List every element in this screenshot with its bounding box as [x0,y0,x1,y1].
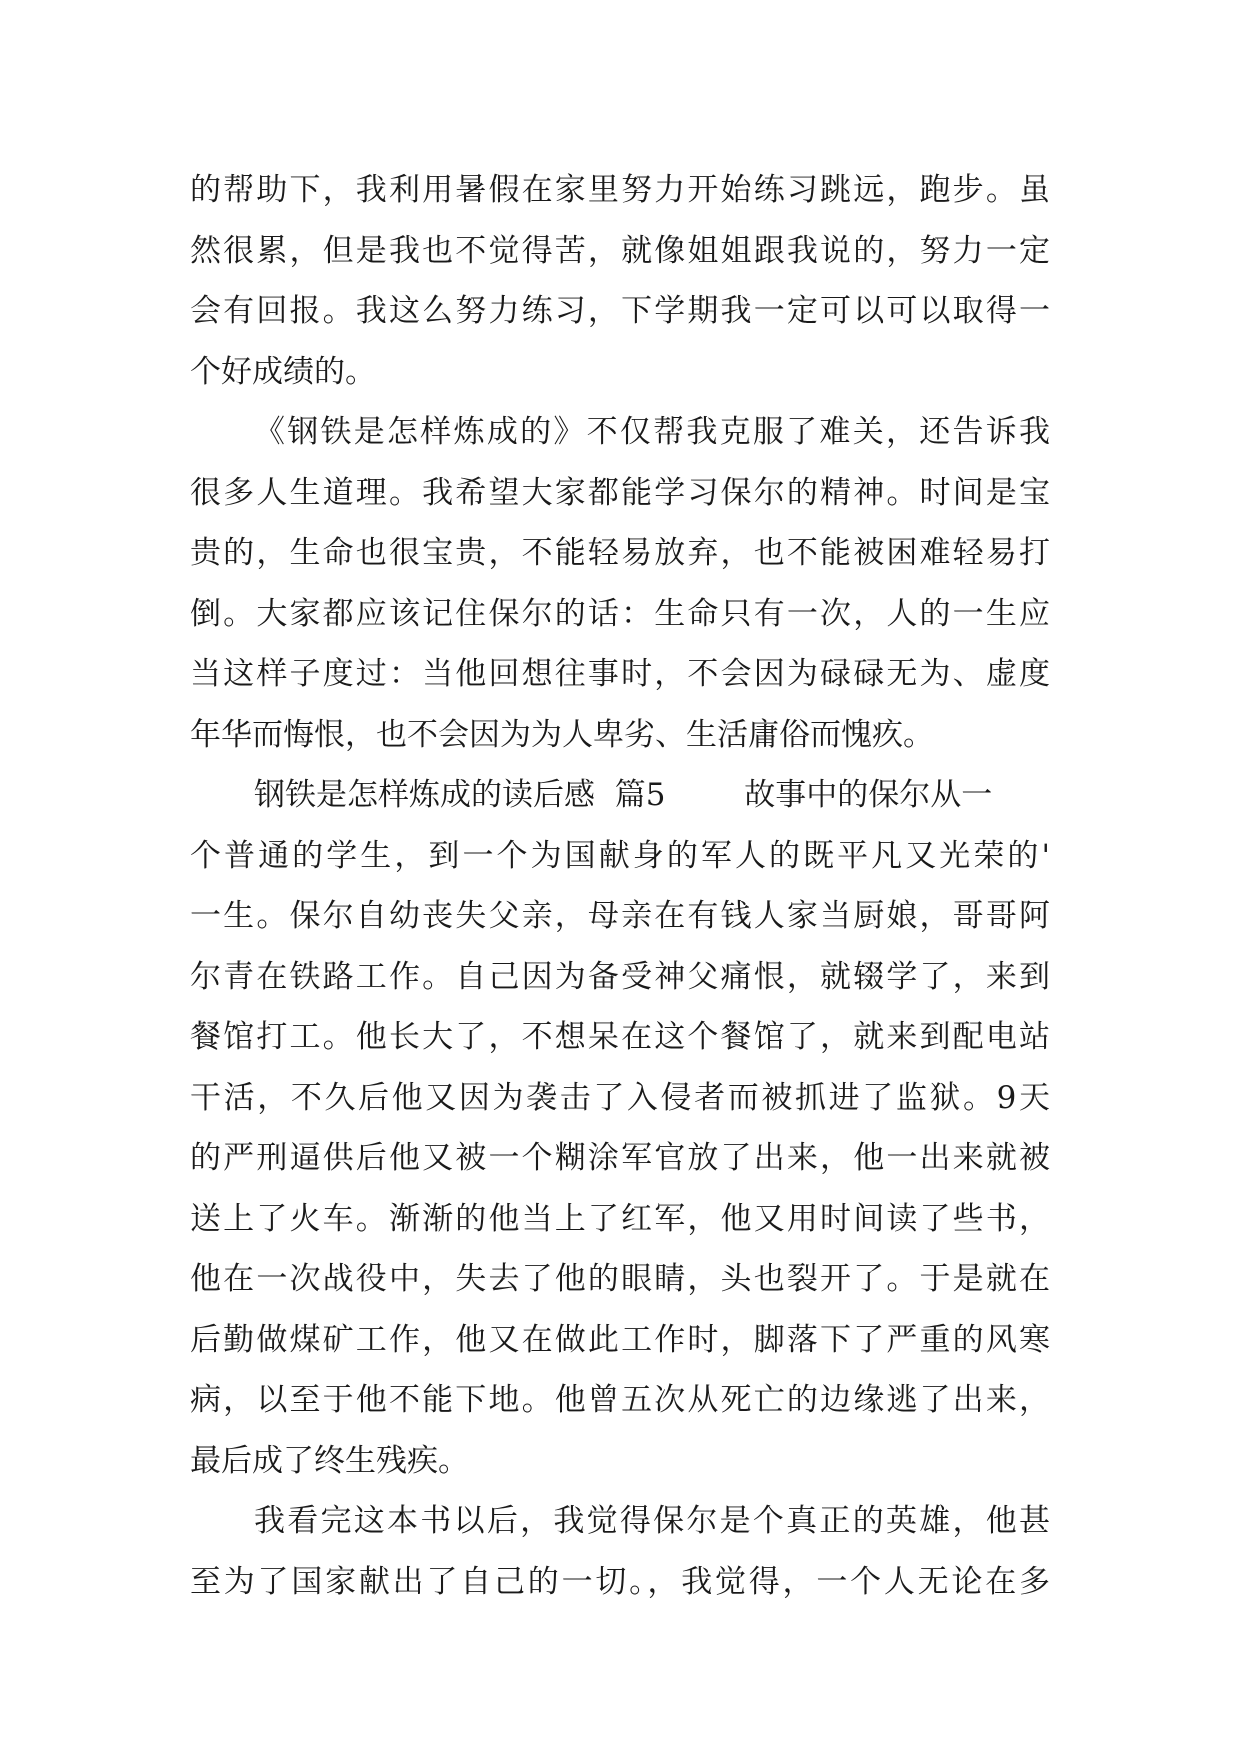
text-line: 年华而悔恨，也不会因为为人卑劣、生活庸俗而愧疚。 [190,716,934,753]
text-line: 个普通的学生，到一个为国献身的军人的既平凡又光荣的' [190,837,1050,874]
text-line: 倒。大家都应该记住保尔的话：生命只有一次，人的一生应 [190,595,1050,632]
paragraph-first-line: 我看完这本书以后，我觉得保尔是个真正的英雄，他甚 [254,1503,1050,1539]
text-line: 很多人生道理。我希望大家都能学习保尔的精神。时间是宝 [190,474,1050,511]
text-line: 后勤做煤矿工作，他又在做此工作时，脚落下了严重的风寒 [190,1321,1050,1358]
essay-body [190,160,1050,1612]
section-heading-line: 钢铁是怎样炼成的读后感 篇5 故事中的保尔从一 [254,777,993,813]
text-line: 当这样子度过：当他回想往事时，不会因为碌碌无为、虚度 [190,656,1050,692]
text-line: 的帮助下，我利用暑假在家里努力开始练习跳远，跑步。虽 [190,172,1050,208]
text-line: 病，以至于他不能下地。他曾五次从死亡的边缘逃了出来， [190,1382,1050,1418]
text-line: 一生。保尔自幼丧失父亲，母亲在有钱人家当厨娘，哥哥阿 [190,898,1050,934]
text-line: 然很累，但是我也不觉得苦，就像姐姐跟我说的，努力一定 [190,232,1050,269]
text-line: 的严刑逼供后他又被一个糊涂军官放了出来，他一出来就被 [190,1140,1050,1176]
text-line: 至为了国家献出了自己的一切。，我觉得，一个人无论在多 [190,1563,1050,1600]
paragraph-first-line: 《钢铁是怎样炼成的》不仅帮我克服了难关，还告诉我 [254,414,1050,450]
text-line: 送上了火车。渐渐的他当上了红军，他又用时间读了些书， [190,1200,1050,1237]
text-line: 最后成了终生残疾。 [190,1442,469,1479]
text-line: 个好成绩的。 [190,353,376,390]
text-line: 他在一次战役中，失去了他的眼睛，头也裂开了。于是就在 [190,1261,1050,1297]
text-line: 贵的，生命也很宝贵，不能轻易放弃，也不能被困难轻易打 [190,535,1050,571]
text-line: 尔青在铁路工作。自己因为备受神父痛恨，就辍学了，来到 [190,958,1050,995]
text-line: 干活，不久后他又因为袭击了入侵者而被抓进了监狱。9天 [190,1079,1050,1116]
text-line: 会有回报。我这么努力练习，下学期我一定可以可以取得一 [190,293,1050,329]
text-line: 餐馆打工。他长大了，不想呆在这个餐馆了，就来到配电站 [190,1019,1050,1055]
